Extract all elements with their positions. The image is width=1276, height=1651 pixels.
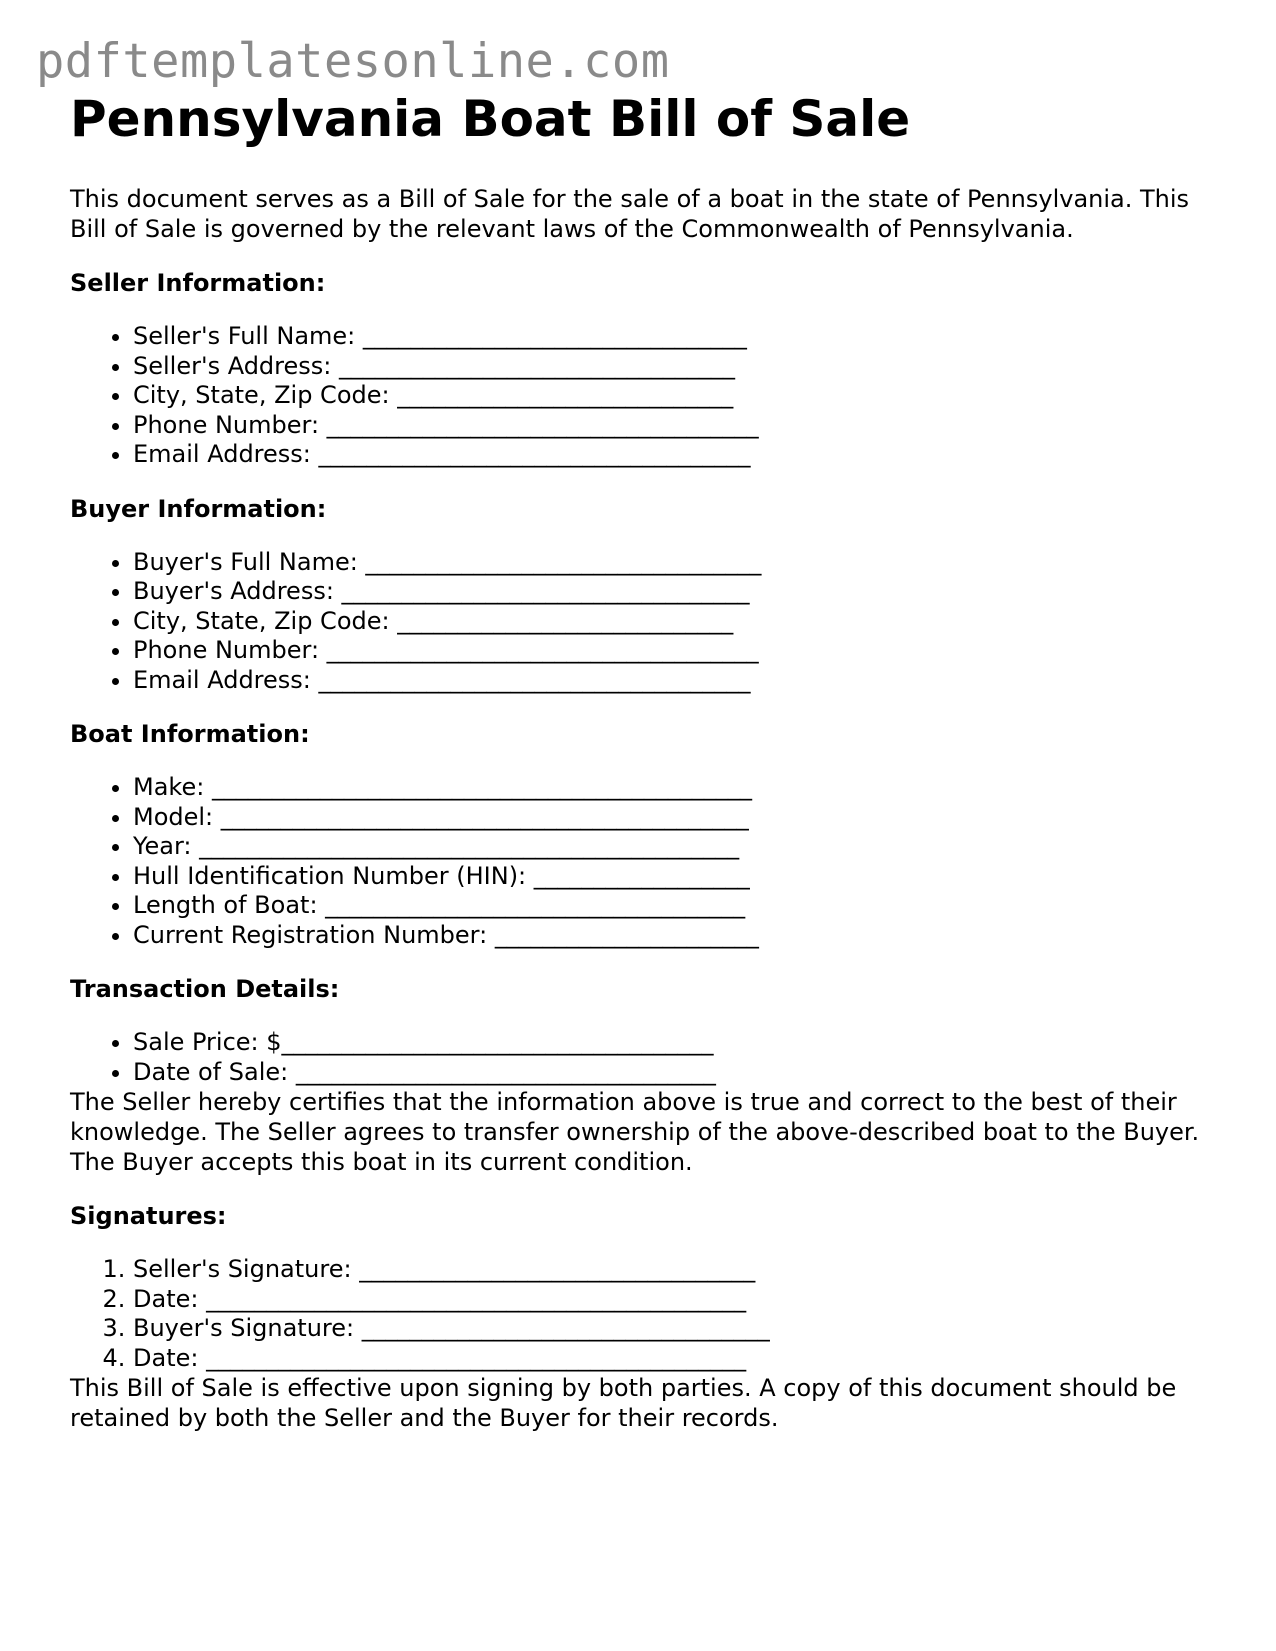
buyer-address-field[interactable]: • Buyer's Address: __________________________________ — [133, 577, 1220, 607]
seller-field-list — [70, 322, 1220, 470]
boat-field-list — [70, 773, 1220, 950]
boat-hin-field[interactable]: • Hull Identification Number (HIN): __________________ — [133, 862, 1220, 892]
seller-section-heading: Seller Information: — [70, 269, 326, 297]
sale-price-field[interactable]: • Sale Price: $____________________________________ — [133, 1028, 1220, 1058]
buyer-signature-field[interactable]: 3. Buyer's Signature: __________________________________ — [133, 1314, 1220, 1344]
buyer-signature-date-field[interactable]: 4. Date: _____________________________________________ — [133, 1344, 1220, 1374]
document-body — [70, 88, 1220, 1433]
boat-model-field[interactable]: • Model: ____________________________________________ — [133, 803, 1220, 833]
signatures-section-heading: Signatures: — [70, 1202, 227, 1230]
boat-length-field[interactable]: • Length of Boat: ___________________________________ — [133, 891, 1220, 921]
seller-email-field[interactable]: • Email Address: ____________________________________ — [133, 440, 1220, 470]
seller-city-state-zip-field[interactable]: • City, State, Zip Code: ____________________________ — [133, 381, 1220, 411]
transaction-section-heading: Transaction Details: — [70, 975, 340, 1003]
boat-registration-field[interactable]: • Current Registration Number: ______________________ — [133, 921, 1220, 951]
seller-signature-date-field[interactable]: 2. Date: _____________________________________________ — [133, 1285, 1220, 1315]
seller-phone-field[interactable]: • Phone Number: ____________________________________ — [133, 411, 1220, 441]
document-title: Pennsylvania Boat Bill of Sale — [70, 90, 911, 148]
boat-section-heading: Boat Information: — [70, 720, 310, 748]
watermark: pdftemplatesonline.com — [36, 34, 670, 89]
date-of-sale-field[interactable]: • Date of Sale: ___________________________________ — [133, 1058, 1220, 1088]
boat-year-field[interactable]: • Year: _____________________________________________ — [133, 832, 1220, 862]
boat-make-field[interactable]: • Make: _____________________________________________ — [133, 773, 1220, 803]
transaction-field-list — [70, 1028, 1220, 1087]
buyer-full-name-field[interactable]: • Buyer's Full Name: _________________________________ — [133, 548, 1220, 578]
seller-address-field[interactable]: • Seller's Address: _________________________________ — [133, 352, 1220, 382]
buyer-city-state-zip-field[interactable]: • City, State, Zip Code: ____________________________ — [133, 607, 1220, 637]
seller-full-name-field[interactable]: • Seller's Full Name: ________________________________ — [133, 322, 1220, 352]
buyer-phone-field[interactable]: • Phone Number: ____________________________________ — [133, 636, 1220, 666]
seller-signature-field[interactable]: 1. Seller's Signature: _________________________________ — [133, 1255, 1220, 1285]
buyer-email-field[interactable]: • Email Address: ____________________________________ — [133, 666, 1220, 696]
signatures-field-list — [70, 1255, 1220, 1373]
certification-paragraph: The Seller hereby certifies that the information above is true and correct to the best of their knowledge. The Seller agrees to transfer ownership of the above-described boat to the Buyer. The Buyer accepts this boat in its current condition. — [70, 1088, 1200, 1176]
closing-paragraph: This Bill of Sale is effective upon signing by both parties. A copy of this document should be retained by both the Seller and the Buyer for their records. — [70, 1374, 1177, 1432]
buyer-section-heading: Buyer Information: — [70, 494, 327, 523]
buyer-field-list — [70, 548, 1220, 696]
intro-paragraph: This document serves as a Bill of Sale for the sale of a boat in the state of Pennsylvania. This Bill of Sale is governed by the relevant laws of the Commonwealth of Pennsylvania. — [70, 185, 1190, 243]
